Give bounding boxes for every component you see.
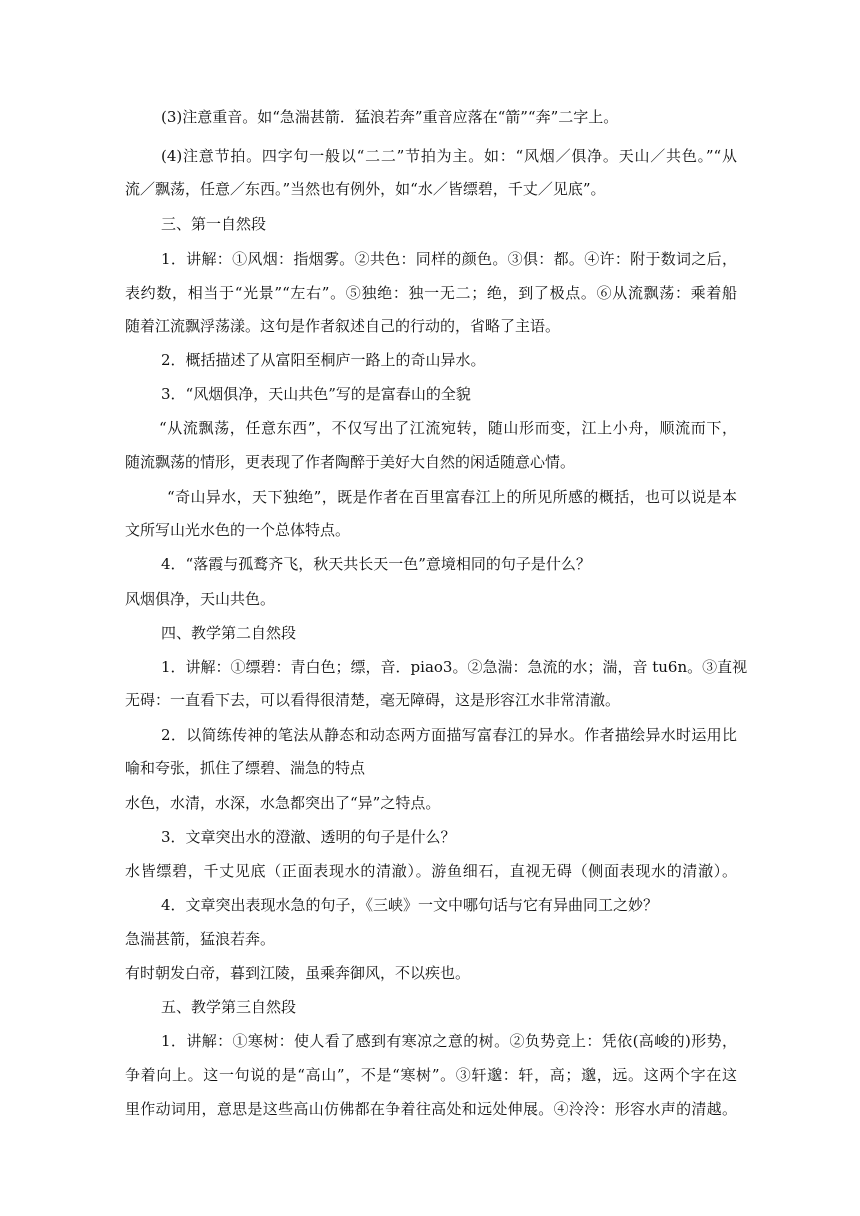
section-heading: 五、教学第三自然段 bbox=[161, 998, 297, 1016]
text-line: 1．讲解：①风烟：指烟雾。②共色：同样的颜色。③俱：都。④许：附于数词之后， bbox=[161, 250, 737, 268]
text-line: (3)注意重音。如“急湍甚箭．猛浪若奔”重音应落在“箭”“奔”二字上。 bbox=[161, 108, 619, 126]
text-line: 1．讲解：①缥碧：青白色；缥，音．piao3。②急湍：急流的水；湍，音 tu6n。③直视 bbox=[161, 658, 748, 676]
text-line: “奇山异水，天下独绝”，既是作者在百里富春江上的所见所感的概括，也可以说是本 bbox=[167, 488, 737, 506]
text-line: 表约数，相当于“光景”“左右”。⑤独绝：独一无二；绝，到了极点。⑥从流飘荡：乘着船 bbox=[125, 284, 737, 302]
text-line: 文所写山光水色的一个总体特点。 bbox=[125, 521, 351, 539]
text-line: 2．以简练传神的笔法从静态和动态两方面描写富春江的异水。作者描绘异水时运用比 bbox=[161, 726, 737, 744]
text-line: 随流飘荡的情形，更表现了作者陶醉于美好大自然的闲适随意心情。 bbox=[125, 453, 576, 471]
text-line: 无碍：一直看下去，可以看得很清楚，毫无障碍，这是形容江水非常清澈。 bbox=[125, 691, 621, 709]
text-line: 有时朝发白帝，暮到江陵，虽乘奔御风，不以疾也。 bbox=[125, 964, 471, 982]
text-line: 3．“风烟俱净，天山共色”写的是富春山的全貌 bbox=[161, 385, 471, 403]
text-line: 里作动词用，意思是这些高山仿佛都在争着往高处和远处伸展。④泠泠：形容水声的清越。 bbox=[125, 1100, 737, 1118]
text-line: 2．概括描述了从富阳至桐庐一路上的奇山异水。 bbox=[161, 351, 486, 369]
text-line: 喻和夸张，抓住了缥碧、湍急的特点 bbox=[125, 759, 366, 777]
text-line: 1．讲解：①寒树：使人看了感到有寒凉之意的树。②负势竞上：凭依(高峻的)形势， bbox=[161, 1032, 737, 1050]
text-line: (4)注意节拍。四字句一般以“二二”节拍为主。如：“风烟／俱净。天山／共色。”“从 bbox=[161, 147, 737, 165]
text-line: 水皆缥碧，千丈见底（正面表现水的清澈）。游鱼细石，直视无碍（侧面表现水的清澈）。 bbox=[125, 862, 737, 880]
text-line: “从流飘荡，任意东西”，不仅写出了江流宛转，随山形而变，江上小舟，顺流而下， bbox=[159, 419, 737, 437]
text-line: 随着江流飘浮荡漾。这句是作者叙述自己的行动的，省略了主语。 bbox=[125, 317, 561, 335]
text-line: 4．“落霞与孤鹜齐飞，秋天共长天一色”意境相同的句子是什么？ bbox=[161, 555, 591, 573]
text-line: 3．文章突出水的澄澈、透明的句子是什么？ bbox=[161, 828, 456, 846]
text-line: 风烟俱净，天山共色。 bbox=[125, 590, 276, 608]
text-line: 4．文章突出表现水急的句子，《三峡》一文中哪句话与它有异曲同工之妙？ bbox=[161, 896, 659, 914]
text-line: 水色，水清，水深，水急都突出了“异”之特点。 bbox=[125, 794, 441, 812]
section-heading: 四、教学第二自然段 bbox=[161, 624, 297, 642]
text-line: 争着向上。这一句说的是“高山”，不是“寒树”。③轩邈：轩，高；邈，远。这两个字在这 bbox=[125, 1066, 737, 1084]
section-heading: 三、第一自然段 bbox=[161, 215, 267, 233]
text-line: 流／飘荡，任意／东西。”当然也有例外，如“水／皆缥碧，千丈／见底”。 bbox=[125, 180, 606, 198]
text-line: 急湍甚箭，猛浪若奔。 bbox=[125, 930, 276, 948]
